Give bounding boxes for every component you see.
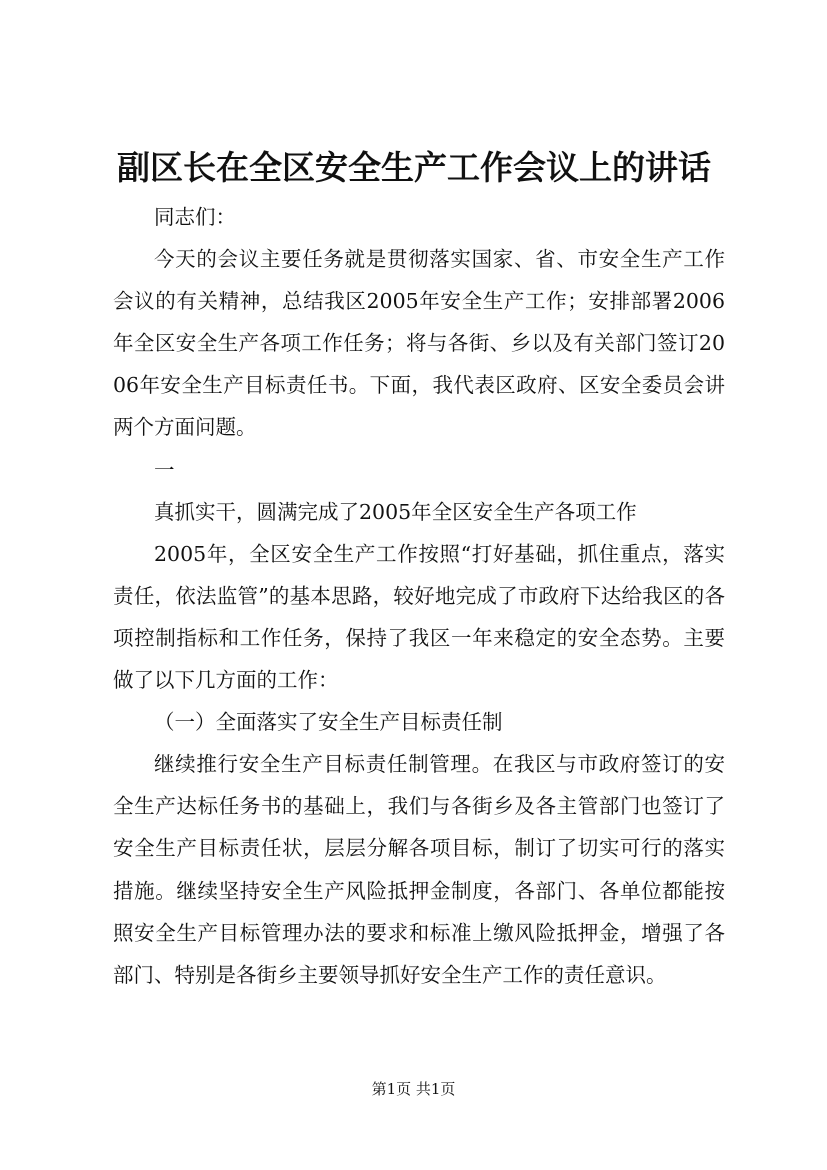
paragraph-intro: 今天的会议主要任务就是贯彻落实国家、省、市安全生产工作会议的有关精神，总结我区2005年安全生产工作；安排部署2006年全区安全生产各项工作任务；将与各街、乡以及有关部门签订2006年安全生产目标责任书。下面，我代表区政府、区安全委员会讲两个方面问题。 xyxy=(113,247,725,440)
document-title: 副区长在全区安全生产工作会议上的讲话 xyxy=(117,148,711,187)
document-body xyxy=(113,196,725,996)
section-number: 一 xyxy=(154,457,175,482)
salutation: 同志们： xyxy=(154,205,236,229)
paragraph-summary-2005: 2005年，全区安全生产工作按照“打好基础，抓住重点，落实责任，依法监管”的基本思路，较好地完成了市政府下达给我区的各项控制指标和工作任务，保持了我区一年来稳定的安全态势。主要做了以下几方面的工作： xyxy=(113,541,725,693)
section-heading: 真抓实干，圆满完成了2005年全区安全生产各项工作 xyxy=(154,499,637,524)
paragraph-responsibility: 继续推行安全生产目标责任制管理。在我区与市政府签订的安全生产达标任务书的基础上，我们与各街乡及各主管部门也签订了安全生产目标责任状，层层分解各项目标，制订了切实可行的落实措施。继续坚持安全生产风险抵押金制度，各部门、各单位都能按照安全生产目标管理办法的要求和标准上缴风险抵押金，增强了各部门、特别是各街乡主要领导抓好安全生产工作的责任意识。 xyxy=(113,752,725,987)
subsection-heading: （一）全面落实了安全生产目标责任制 xyxy=(154,710,503,735)
page-footer: 第1页 共1页 xyxy=(371,1080,456,1098)
